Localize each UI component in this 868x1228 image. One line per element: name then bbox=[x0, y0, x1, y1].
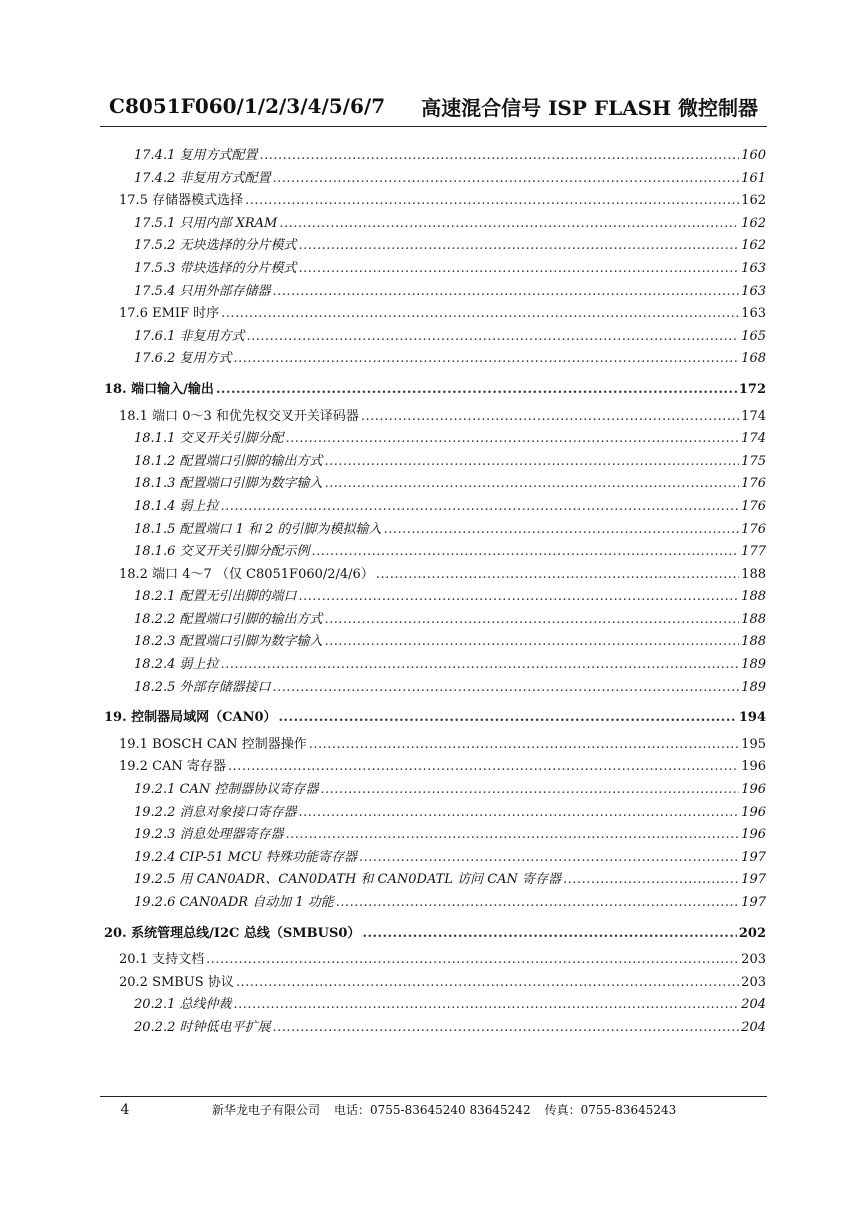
toc-entry[interactable] bbox=[100, 949, 766, 972]
toc-entry-page: 176 bbox=[741, 476, 766, 492]
toc-entry-title: 18.1 端口 0～3 和优先权交叉开关译码器 bbox=[119, 408, 359, 424]
toc-entry-page: 196 bbox=[741, 804, 766, 820]
toc-leader-dots bbox=[221, 303, 739, 326]
toc-entry[interactable] bbox=[100, 847, 766, 870]
toc-entry-page: 188 bbox=[741, 589, 766, 605]
toc-entry[interactable] bbox=[100, 892, 766, 915]
toc-entry[interactable] bbox=[100, 213, 766, 236]
toc-entry-title: 19.2.6 CAN0ADR 自动加 1 功能 bbox=[134, 895, 334, 910]
toc-entry-page: 197 bbox=[741, 849, 766, 865]
toc-entry[interactable] bbox=[100, 734, 766, 757]
toc-leader-dots bbox=[246, 326, 739, 349]
toc-entry-title: 17.4.2 非复用方式配置 bbox=[134, 170, 271, 186]
page-footer bbox=[100, 1096, 767, 1118]
toc-leader-dots bbox=[233, 994, 739, 1017]
toc-entry-page: 162 bbox=[741, 193, 766, 209]
toc-entry-title: 19. 控制器局域网（CAN0） bbox=[104, 710, 277, 726]
toc-entry-page: 197 bbox=[741, 895, 766, 910]
toc-entry-page: 196 bbox=[741, 759, 766, 775]
toc-entry[interactable] bbox=[100, 677, 766, 700]
toc-leader-dots bbox=[245, 190, 739, 213]
toc-leader-dots bbox=[324, 473, 739, 496]
toc-entry-page: 163 bbox=[741, 306, 766, 322]
footer-phone: 电话：0755-83645240 83645242 bbox=[334, 1103, 531, 1117]
toc-entry-page: 196 bbox=[741, 827, 766, 843]
toc-entry-page: 188 bbox=[741, 634, 766, 650]
toc-entry[interactable] bbox=[100, 326, 766, 349]
toc-leader-dots bbox=[285, 824, 739, 847]
toc-entry-title: 18.2.1 配置无引出脚的端口 bbox=[134, 589, 297, 605]
toc-entry-page: 161 bbox=[741, 170, 766, 186]
toc-entry-title: 20. 系统管理总线/I2C 总线（SMBUS0） bbox=[104, 925, 361, 941]
header-model: C8051F060/1/2/3/4/5/6/7 bbox=[109, 94, 386, 118]
toc-leader-dots bbox=[298, 802, 739, 825]
toc-entry-title: 20.1 支持文档 bbox=[119, 952, 205, 968]
toc-leader-dots bbox=[206, 949, 739, 972]
toc-entry-title: 20.2.1 总线仲裁 bbox=[134, 997, 232, 1013]
toc-entry[interactable] bbox=[100, 168, 766, 191]
toc-entry-title: 18.1.3 配置端口引脚为数字输入 bbox=[134, 476, 323, 492]
toc-entry-page: 160 bbox=[741, 148, 766, 163]
toc-entry-page: 189 bbox=[741, 679, 766, 695]
toc-leader-dots bbox=[298, 235, 739, 258]
toc-entry-page: 197 bbox=[741, 872, 766, 888]
toc-entry-page: 194 bbox=[738, 710, 766, 726]
toc-leader-dots bbox=[324, 609, 739, 632]
toc-entry-title: 18.1.2 配置端口引脚的输出方式 bbox=[134, 453, 323, 469]
toc-entry-title: 19.2 CAN 寄存器 bbox=[119, 759, 226, 775]
toc-entry-title: 18.1.6 交叉开关引脚分配示例 bbox=[134, 544, 310, 560]
toc-entry[interactable] bbox=[100, 609, 766, 632]
toc-entry[interactable] bbox=[100, 824, 766, 847]
toc-entry[interactable] bbox=[100, 235, 766, 258]
page-number: 4 bbox=[120, 1102, 130, 1118]
toc-entry-page: 175 bbox=[741, 453, 766, 469]
toc-entry[interactable] bbox=[100, 190, 766, 213]
toc-entry[interactable] bbox=[100, 756, 766, 779]
toc-entry-title: 19.2.4 CIP-51 MCU 特殊功能寄存器 bbox=[134, 849, 358, 865]
toc-entry-title: 19.2.3 消息处理器寄存器 bbox=[134, 827, 284, 843]
toc-entry-page: 168 bbox=[741, 351, 766, 367]
toc-entry-page: 204 bbox=[741, 997, 766, 1013]
toc-entry-page: 174 bbox=[741, 431, 766, 447]
toc-entry[interactable] bbox=[100, 428, 766, 451]
toc-leader-dots bbox=[324, 631, 739, 654]
toc-leader-dots bbox=[384, 519, 740, 542]
toc-entry-title: 18.2.5 外部存储器接口 bbox=[134, 679, 271, 695]
toc-entry-page: 162 bbox=[741, 215, 766, 231]
toc-entry[interactable] bbox=[100, 972, 766, 995]
toc-entry[interactable] bbox=[100, 869, 766, 892]
toc-leader-dots bbox=[228, 756, 739, 779]
toc-leader-dots bbox=[309, 734, 739, 757]
toc-entry-title: 17.5.2 无块选择的分片模式 bbox=[134, 238, 297, 254]
toc-leader-dots bbox=[233, 348, 739, 371]
toc-entry[interactable] bbox=[100, 473, 766, 496]
toc-entry[interactable] bbox=[100, 379, 766, 402]
toc-leader-dots bbox=[220, 496, 739, 519]
toc-entry-page: 176 bbox=[741, 498, 766, 514]
toc-entry[interactable] bbox=[100, 496, 766, 519]
toc-entry-title: 17.4.1 复用方式配置 bbox=[134, 148, 258, 163]
toc-entry-title: 19.2.5 用 CAN0ADR、CAN0DATH 和 CAN0DATL 访问 CAN 寄存器 bbox=[134, 872, 562, 888]
toc-entry-title: 18.1.5 配置端口 1 和 2 的引脚为模拟输入 bbox=[134, 521, 382, 537]
toc-entry-title: 17.5 存储器模式选择 bbox=[119, 193, 244, 209]
toc-entry-title: 19.2.1 CAN 控制器协议寄存器 bbox=[134, 782, 319, 798]
toc-entry[interactable] bbox=[100, 631, 766, 654]
toc-leader-dots bbox=[279, 213, 739, 236]
toc-leader-dots bbox=[272, 1017, 739, 1040]
toc-entry-page: 196 bbox=[741, 782, 766, 798]
toc-leader-dots bbox=[279, 707, 737, 730]
toc-leader-dots bbox=[285, 428, 739, 451]
toc-leader-dots bbox=[336, 892, 739, 915]
toc-entry[interactable] bbox=[100, 541, 766, 564]
toc-entry-page: 174 bbox=[741, 408, 766, 424]
toc-entry[interactable] bbox=[100, 779, 766, 802]
toc-entry[interactable] bbox=[100, 1017, 766, 1040]
toc-leader-dots bbox=[376, 564, 739, 587]
toc-entry-page: 162 bbox=[741, 238, 766, 254]
toc-entry-title: 17.6.2 复用方式 bbox=[134, 351, 232, 367]
toc-entry[interactable] bbox=[100, 923, 766, 946]
toc-entry-page: 176 bbox=[741, 521, 766, 537]
toc-leader-dots bbox=[298, 586, 739, 609]
toc-entry[interactable] bbox=[100, 564, 766, 587]
toc-entry[interactable] bbox=[100, 654, 766, 677]
toc-leader-dots bbox=[220, 654, 739, 677]
toc-entry[interactable] bbox=[100, 802, 766, 825]
toc-entry[interactable] bbox=[100, 303, 766, 326]
toc-leader-dots bbox=[359, 847, 739, 870]
toc-entry-title: 20.2.2 时钟低电平扩展 bbox=[134, 1019, 271, 1035]
toc-entry-page: 188 bbox=[741, 611, 766, 627]
toc-entry-title: 17.5.3 带块选择的分片模式 bbox=[134, 260, 297, 276]
toc-entry-title: 18.1.4 弱上拉 bbox=[134, 498, 219, 514]
toc-leader-dots bbox=[563, 869, 739, 892]
toc-entry[interactable] bbox=[100, 519, 766, 542]
page-header bbox=[100, 86, 767, 127]
toc-entry-title: 18.1.1 交叉开关引脚分配 bbox=[134, 431, 284, 447]
toc-leader-dots bbox=[324, 451, 739, 474]
toc-entry[interactable] bbox=[100, 145, 766, 168]
toc-entry-title: 20.2 SMBUS 协议 bbox=[119, 974, 234, 990]
toc-leader-dots bbox=[216, 379, 737, 402]
toc-entry-page: 165 bbox=[741, 328, 766, 344]
toc-entry[interactable] bbox=[100, 586, 766, 609]
toc-entry-page: 189 bbox=[741, 657, 766, 673]
footer-fax: 传真：0755-83645243 bbox=[544, 1103, 677, 1117]
toc-entry-page: 188 bbox=[741, 566, 766, 582]
toc-entry-title: 18.2.4 弱上拉 bbox=[134, 657, 219, 673]
toc-entry-page: 203 bbox=[741, 974, 766, 990]
toc-entry-page: 163 bbox=[741, 260, 766, 276]
toc-entry-title: 18.2.3 配置端口引脚为数字输入 bbox=[134, 634, 323, 650]
toc-entry-page: 204 bbox=[741, 1019, 766, 1035]
toc-entry-title: 18.2 端口 4～7 （仅 C8051F060/2/4/6） bbox=[119, 566, 374, 582]
toc-leader-dots bbox=[311, 541, 739, 564]
toc-leader-dots bbox=[320, 779, 739, 802]
table-of-contents bbox=[100, 145, 766, 1040]
toc-entry[interactable] bbox=[100, 406, 766, 429]
toc-entry-page: 202 bbox=[738, 925, 766, 941]
toc-entry[interactable] bbox=[100, 281, 766, 304]
toc-entry[interactable] bbox=[100, 258, 766, 281]
footer-company: 新华龙电子有限公司 bbox=[212, 1103, 321, 1117]
toc-leader-dots bbox=[361, 406, 739, 429]
toc-entry-page: 203 bbox=[741, 952, 766, 968]
toc-leader-dots bbox=[259, 145, 739, 168]
toc-leader-dots bbox=[272, 677, 739, 700]
toc-entry-title: 17.5.4 只用外部存储器 bbox=[134, 283, 271, 299]
toc-entry[interactable] bbox=[100, 994, 766, 1017]
toc-entry-page: 195 bbox=[741, 736, 766, 752]
toc-entry-title: 18. 端口输入/输出 bbox=[104, 381, 214, 397]
toc-leader-dots bbox=[236, 972, 739, 995]
toc-entry-title: 19.2.2 消息对象接口寄存器 bbox=[134, 804, 297, 820]
header-title: 高速混合信号 ISP FLASH 微控制器 bbox=[421, 95, 758, 120]
toc-entry-page: 163 bbox=[741, 283, 766, 299]
toc-entry[interactable] bbox=[100, 348, 766, 371]
toc-leader-dots bbox=[272, 281, 739, 304]
toc-entry[interactable] bbox=[100, 707, 766, 730]
toc-leader-dots bbox=[298, 258, 739, 281]
toc-entry-title: 17.6.1 非复用方式 bbox=[134, 328, 245, 344]
toc-entry-title: 18.2.2 配置端口引脚的输出方式 bbox=[134, 611, 323, 627]
toc-entry-title: 17.6 EMIF 时序 bbox=[119, 306, 220, 322]
toc-entry-page: 177 bbox=[741, 544, 766, 560]
toc-leader-dots bbox=[362, 923, 736, 946]
toc-entry-title: 17.5.1 只用内部 XRAM bbox=[134, 215, 278, 231]
toc-entry-page: 172 bbox=[738, 381, 766, 397]
toc-leader-dots bbox=[272, 168, 739, 191]
toc-entry-title: 19.1 BOSCH CAN 控制器操作 bbox=[119, 736, 307, 752]
toc-entry[interactable] bbox=[100, 451, 766, 474]
